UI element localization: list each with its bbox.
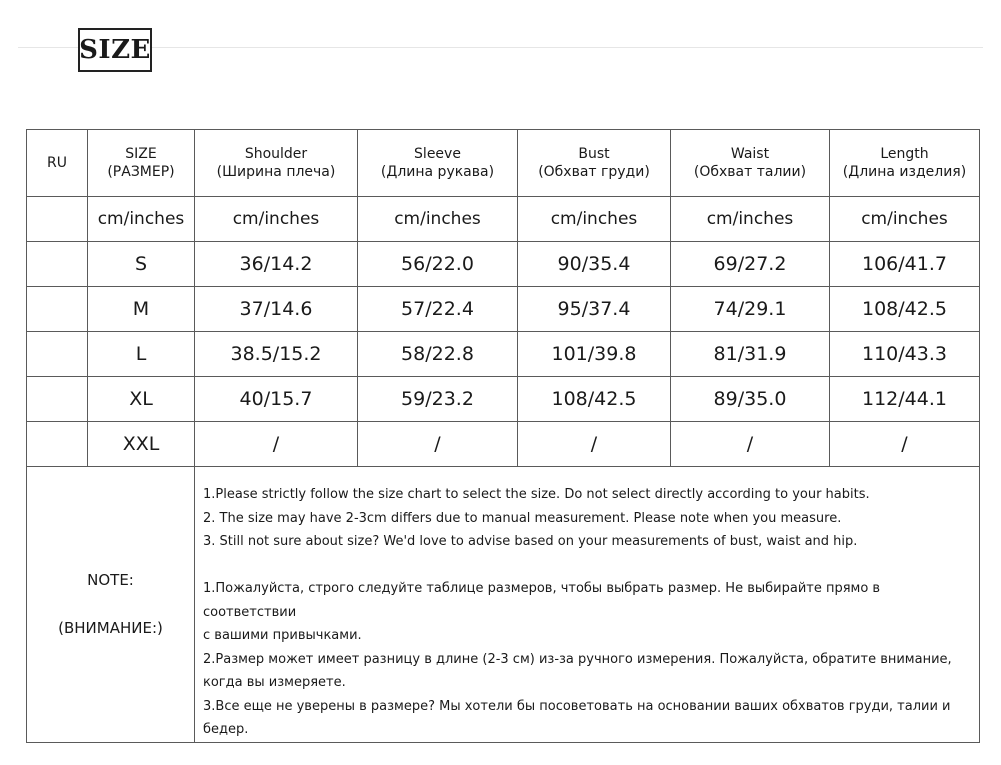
table-cell: 101/39.8: [518, 332, 671, 377]
top-divider: [18, 47, 983, 48]
table-cell: 57/22.4: [358, 287, 518, 332]
table-cell: [27, 377, 88, 422]
header-waist: Waist (Обхват талии): [671, 130, 830, 197]
header-bust: Bust (Обхват груди): [518, 130, 671, 197]
table-cell: [27, 332, 88, 377]
table-cell: /: [830, 422, 980, 467]
header-sleeve: Sleeve (Длина рукава): [358, 130, 518, 197]
table-row: [27, 422, 980, 467]
unit-cell: [27, 197, 88, 242]
size-badge: SIZE: [78, 28, 152, 72]
table-cell: [27, 422, 88, 467]
table-cell: 59/23.2: [358, 377, 518, 422]
unit-cell: cm/inches: [358, 197, 518, 242]
note-label-en: NOTE:: [87, 571, 134, 590]
table-row: [27, 332, 980, 377]
note-text: [195, 467, 980, 743]
unit-cell: cm/inches: [195, 197, 358, 242]
header-row: [27, 130, 980, 197]
unit-cell: cm/inches: [830, 197, 980, 242]
note-line-ru: с вашими привычками.: [203, 628, 362, 643]
table-cell: /: [518, 422, 671, 467]
table-cell: 90/35.4: [518, 242, 671, 287]
header-ru: RU: [27, 130, 88, 197]
note-row: [27, 467, 980, 743]
table-cell: 56/22.0: [358, 242, 518, 287]
note-line-en: 3. Still not sure about size? We'd love to advise based on your measurements of bust, waist and hip.: [203, 534, 858, 549]
unit-cell: cm/inches: [671, 197, 830, 242]
table-cell: 112/44.1: [830, 377, 980, 422]
note-line-ru: когда вы измеряете.: [203, 675, 346, 690]
table-cell: 81/31.9: [671, 332, 830, 377]
table-cell: [27, 287, 88, 332]
note-line-en: 1.Please strictly follow the size chart to select the size. Do not select directly according to your habits.: [203, 487, 870, 502]
table-row: [27, 242, 980, 287]
size-chart-table: [26, 129, 980, 743]
size-cell: S: [88, 242, 195, 287]
note-line-en: 2. The size may have 2-3cm differs due to manual measurement. Please note when you measure.: [203, 510, 842, 526]
table-cell: 89/35.0: [671, 377, 830, 422]
table-row: [27, 287, 980, 332]
note-label-ru: (ВНИМАНИЕ:): [58, 619, 163, 638]
header-shoulder: Shoulder (Ширина плеча): [195, 130, 358, 197]
unit-cell: cm/inches: [88, 197, 195, 242]
table-cell: /: [195, 422, 358, 467]
table-cell: 40/15.7: [195, 377, 358, 422]
table-cell: 36/14.2: [195, 242, 358, 287]
unit-cell: cm/inches: [518, 197, 671, 242]
table-cell: 58/22.8: [358, 332, 518, 377]
table-cell: 106/41.7: [830, 242, 980, 287]
table-cell: 110/43.3: [830, 332, 980, 377]
units-row: [27, 197, 980, 242]
table-cell: /: [358, 422, 518, 467]
table-cell: 108/42.5: [518, 377, 671, 422]
table-row: [27, 377, 980, 422]
table-cell: /: [671, 422, 830, 467]
table-cell: 108/42.5: [830, 287, 980, 332]
size-cell: XL: [88, 377, 195, 422]
note-line-ru: 3.Все еще не уверены в размере? Мы хотели бы посоветовать на основании ваших обхватов груди, талии и бедер.: [203, 698, 951, 737]
table-cell: 95/37.4: [518, 287, 671, 332]
note-label: [27, 467, 195, 743]
table-cell: 69/27.2: [671, 242, 830, 287]
note-line-ru: 2.Размер может имеет разницу в длине (2-3 см) из-за ручного измерения. Пожалуйста, обратите внимание,: [203, 651, 952, 667]
header-size: SIZE (РАЗМЕР): [88, 130, 195, 197]
table-cell: 38.5/15.2: [195, 332, 358, 377]
header-length: Length (Длина изделия): [830, 130, 980, 197]
table-cell: 37/14.6: [195, 287, 358, 332]
table-cell: 74/29.1: [671, 287, 830, 332]
size-cell: XXL: [88, 422, 195, 467]
size-cell: L: [88, 332, 195, 377]
table-cell: [27, 242, 88, 287]
size-cell: M: [88, 287, 195, 332]
note-line-ru: 1.Пожалуйста, строго следуйте таблице размеров, чтобы выбрать размер. Не выбирайте прямо в соответствии: [203, 581, 881, 620]
